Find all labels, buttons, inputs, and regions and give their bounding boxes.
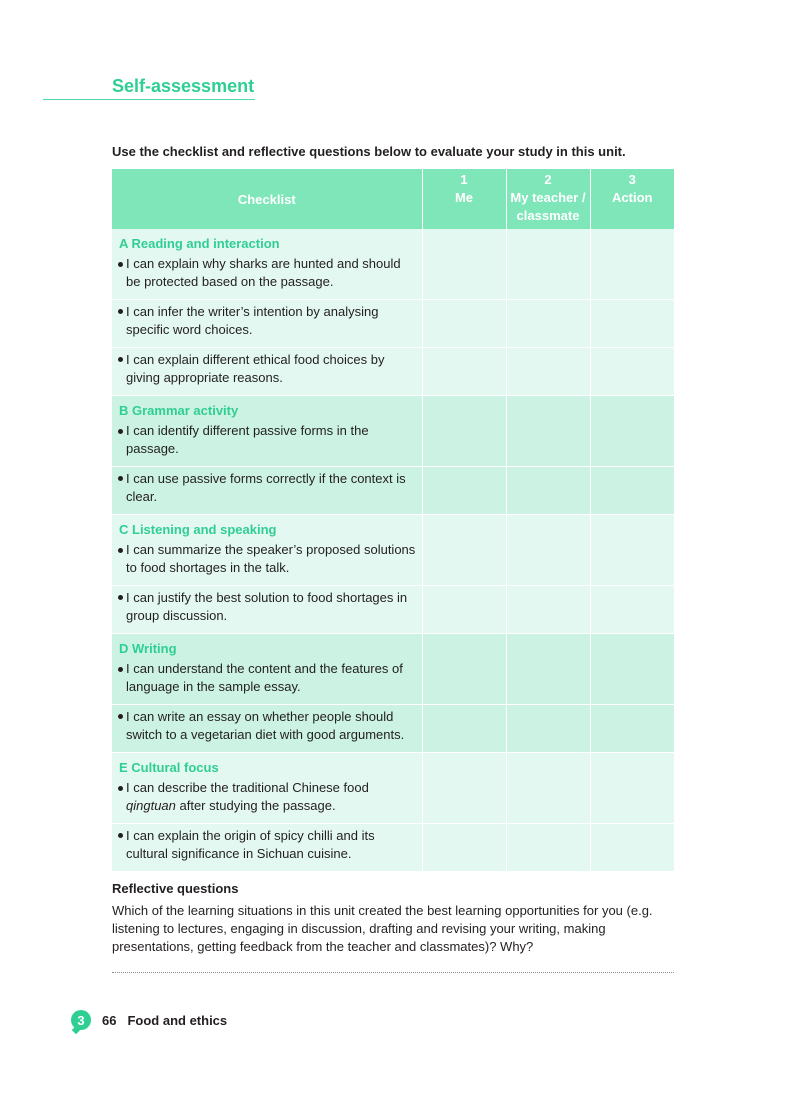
action-cell[interactable] [590,824,674,872]
table-row [112,300,674,348]
table-row [112,824,674,872]
checklist-cell [112,586,422,634]
bullet-icon [118,833,123,838]
intro-instruction: Use the checklist and reflective questions below to evaluate your study in this unit. [112,144,626,159]
teacher-cell[interactable] [506,824,590,872]
reflective-questions [112,880,674,956]
table-row [112,753,674,824]
checklist-item: I can describe the traditional Chinese food qingtuan after studying the passage. [112,777,422,823]
table-row [112,705,674,753]
page-number: 66 [102,1012,117,1028]
checklist-cell [112,396,422,467]
reflective-title: Reflective questions [112,881,239,896]
me-cell[interactable] [422,634,506,705]
header-me [422,169,506,229]
checklist-item: I can summarize the speaker’s proposed solutions to food shortages in the talk. [112,539,422,585]
action-cell[interactable] [590,300,674,348]
me-cell[interactable] [422,300,506,348]
checklist-cell [112,824,422,872]
bullet-icon [118,309,123,314]
me-cell[interactable] [422,229,506,300]
teacher-cell[interactable] [506,300,590,348]
checklist-item: I can justify the best solution to food shortages in group discussion. [112,586,422,633]
header-action-label: Action [612,190,653,205]
table-row [112,229,674,300]
me-cell[interactable] [422,705,506,753]
checklist-cell [112,300,422,348]
title-underline [43,99,255,100]
table-row [112,515,674,586]
checklist-cell [112,467,422,515]
bullet-icon [118,786,123,791]
section-heading-cultural: E Cultural focus [119,760,219,775]
teacher-cell[interactable] [506,705,590,753]
bullet-icon [118,262,123,267]
teacher-cell[interactable] [506,515,590,586]
table-row [112,467,674,515]
teacher-cell[interactable] [506,467,590,515]
checklist-table [112,169,674,872]
teacher-cell[interactable] [506,396,590,467]
table-row [112,586,674,634]
header-teacher [506,169,590,229]
bullet-icon [118,714,123,719]
bullet-icon [118,429,123,434]
table-header-row [112,169,674,229]
me-cell[interactable] [422,467,506,515]
table-row [112,348,674,396]
me-cell[interactable] [422,586,506,634]
action-cell[interactable] [590,586,674,634]
section-heading-writing: D Writing [119,641,177,656]
action-cell[interactable] [590,515,674,586]
answer-line[interactable] [112,972,674,973]
action-cell[interactable] [590,396,674,467]
teacher-cell[interactable] [506,586,590,634]
teacher-cell[interactable] [506,229,590,300]
unit-badge: 3 [71,1010,91,1030]
action-cell[interactable] [590,705,674,753]
checklist-item: I can explain the origin of spicy chilli and its cultural significance in Sichuan cuisine. [112,824,422,871]
me-cell[interactable] [422,824,506,872]
bullet-icon [118,595,123,600]
reflective-body: Which of the learning situations in this unit created the best learning opportunities for you (e.g. listening to lectures, engaging in discussion, drafting and revising your writing, making presentations, getting feedback from the teacher and classmates)? Why? [112,903,653,954]
checklist-cell [112,229,422,300]
action-cell[interactable] [590,467,674,515]
action-cell[interactable] [590,634,674,705]
teacher-cell[interactable] [506,634,590,705]
checklist-item: I can explain why sharks are hunted and should be protected based on the passage. [112,253,422,299]
teacher-cell[interactable] [506,348,590,396]
checklist-item: I can identify different passive forms in the passage. [112,420,422,466]
checklist-item: I can explain different ethical food choices by giving appropriate reasons. [112,348,422,395]
unit-title: Food and ethics [127,1012,228,1028]
me-cell[interactable] [422,348,506,396]
checklist-cell [112,705,422,753]
checklist-cell [112,634,422,705]
section-title-block [43,74,255,100]
page-title: Self-assessment [112,76,255,96]
header-me-number: 1 [460,172,468,187]
section-heading-listening: C Listening and speaking [119,522,277,537]
action-cell[interactable] [590,229,674,300]
checklist-item: I can infer the writer’s intention by analysing specific word choices. [112,300,422,347]
header-action [590,169,674,229]
table-row [112,634,674,705]
header-teacher-label: My teacher / classmate [510,190,586,223]
bullet-icon [118,476,123,481]
page-footer [71,1010,227,1030]
food-name-italic: qingtuan [126,798,176,813]
me-cell[interactable] [422,396,506,467]
bullet-icon [118,667,123,672]
checklist-cell [112,348,422,396]
action-cell[interactable] [590,348,674,396]
me-cell[interactable] [422,753,506,824]
header-checklist-label: Checklist [237,191,296,207]
checklist-cell [112,515,422,586]
header-teacher-number: 2 [544,172,552,187]
checklist-cell [112,753,422,824]
me-cell[interactable] [422,515,506,586]
checklist-item: I can write an essay on whether people should switch to a vegetarian diet with good arguments. [112,705,422,752]
header-action-number: 3 [628,172,636,187]
header-checklist [112,169,422,229]
checklist-item: I can understand the content and the features of language in the sample essay. [112,658,422,704]
section-heading-reading: A Reading and interaction [119,236,280,251]
teacher-cell[interactable] [506,753,590,824]
header-me-label: Me [454,190,474,205]
table-row [112,396,674,467]
checklist-item: I can use passive forms correctly if the context is clear. [112,467,422,514]
bullet-icon [118,548,123,553]
action-cell[interactable] [590,753,674,824]
section-heading-grammar: B Grammar activity [119,403,239,418]
bullet-icon [118,357,123,362]
